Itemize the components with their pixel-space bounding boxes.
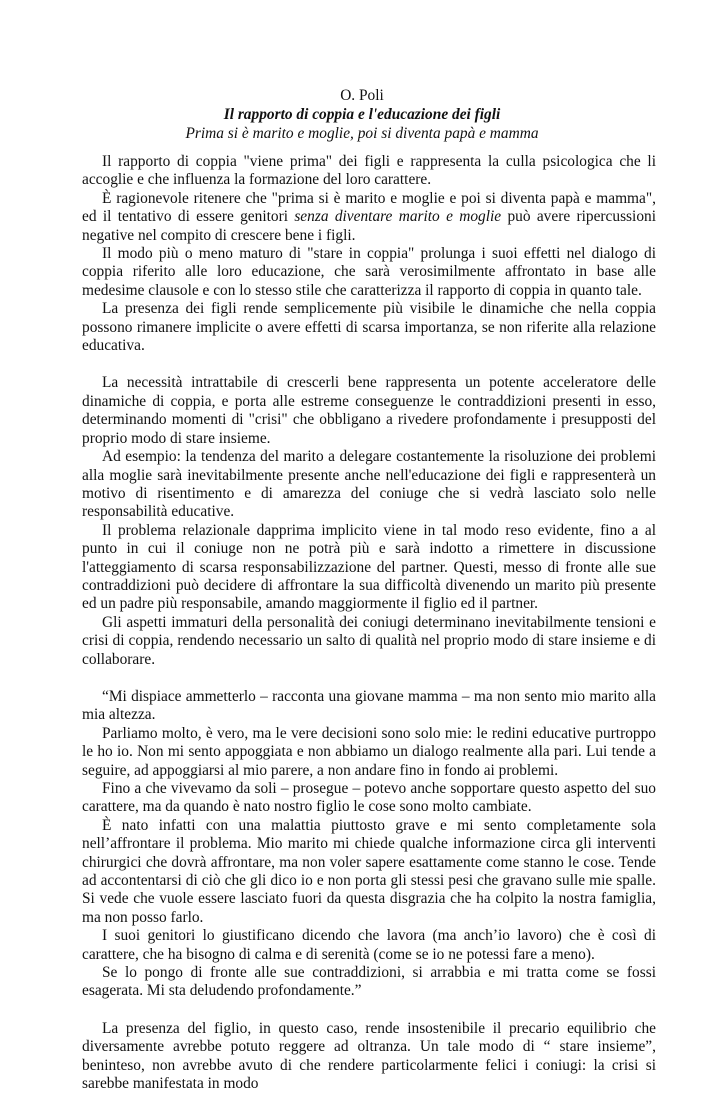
paragraph: La presenza dei figli rende semplicemente più visibile le dinamiche che nella coppia possono rimanere implicite o avere effetti di scarsa importanza, se non riferite alla relazione educativa. [82,300,656,355]
paragraph-text: può avere ripercussioni negative nel compito di crescere bene i figli. [82,208,656,244]
paragraph: La presenza del figlio, in questo caso, rende insostenibile il precario equilibrio che diversamente avrebbe potuto reggere ad oltranza. Un tale modo di “ stare insieme”, beninteso, non avrebbe avuto di che rendere particolarmente felici i coniugi: la crisi si sarebbe manifestata in modo [82,1019,656,1093]
quote-paragraph: “Mi dispiace ammetterlo – racconta una giovane mamma – ma non sento mio marito alla mia altezza. [82,687,656,724]
quote-paragraph: È nato infatti con una malattia piuttosto grave e mi sento completamente sola nell’affrontare il problema. Mio marito mi chiede qualche informazione circa gli interventi chirurgici che dovrà affrontare, ma non voler sapere esattamente come stanno le cose. Tende ad accontentarsi di ciò che gli dico io e non porta gli stessi pesi che gravano sulle mie spalle. Si vede che vuole essere lasciato fuori da questa disgrazia che ha colpito la nostra famiglia, ma non posso farlo. [82,816,656,926]
document-header [0,86,724,143]
quote-paragraph: Se lo pongo di fronte alle sue contraddizioni, si arrabbia e mi tratta come se fossi esagerata. Mi sta deludendo profondamente.” [82,964,656,1000]
author-name: O. Poli [340,87,384,104]
paragraph [82,190,656,245]
paragraph: Il problema relazionale dapprima implicito viene in tal modo reso evidente, fino a al punto in cui il coniuge non ne potrà più e sarà indotto a rimettere in discussione l'atteggiamento di scarsa responsabilizzazione del partner. Questi, messo di fronte alle sue contraddizioni può decidere di affrontare la sua difficoltà divenendo un marito più presente ed un padre più responsabile, amando maggiormente il figlio ed il partner. [82,521,656,613]
document-title: Il rapporto di coppia e l'educazione dei figli [223,106,501,123]
document-body [82,153,656,1094]
quote-paragraph: Fino a che vivevamo da soli – prosegue – potevo anche sopportare questo aspetto del suo carattere, ma da quando è nato nostro figlio le cose sono molto cambiate. [82,780,656,816]
paragraph-emphasis: senza diventare marito e moglie [294,208,502,226]
quote-paragraph: I suoi genitori lo giustificano dicendo che lavora (ma anch’io lavoro) che è così di carattere, che ha bisogno di calma e di serenità (come se io ne potessi fare a meno). [82,927,656,963]
document-subtitle: Prima si è marito e moglie, poi si diventa papà e mamma [185,125,539,142]
paragraph: Gli aspetti immaturi della personalità dei coniugi determinano inevitabilmente tensioni e crisi di coppia, rendendo necessario un salto di qualità nel proprio modo di stare insieme e di collaborare. [82,613,656,668]
paragraph: Ad esempio: la tendenza del marito a delegare costantemente la risoluzione dei problemi alla moglie sarà inevitabilmente presente anche nell'educazione dei figli e rappresenterà un motivo di risentimento e di amarezza del coniuge che si vedrà lasciato solo nelle responsabilità educative. [82,448,656,521]
paragraph: Il rapporto di coppia "viene prima" dei figli e rappresenta la culla psicologica che li accoglie e che influenza la formazione del loro carattere. [82,153,656,189]
paragraph: Il modo più o meno maturo di "stare in coppia" prolunga i suoi effetti nel dialogo di coppia riferito alle loro educazione, che sarà verosimilmente affrontato in base alle medesime clausole e con lo stesso stile che caratterizza il rapporto di coppia in quanto tale. [82,245,656,299]
paragraph: La necessità intrattabile di crescerli bene rappresenta un potente acceleratore delle dinamiche di coppia, e porta alle estreme conseguenze le contraddizioni presenti in esso, determinando momenti di "crisi" che obbligano a rivedere profondamente i presupposti del proprio modo di stare insieme. [82,374,656,447]
quote-paragraph: Parliamo molto, è vero, ma le vere decisioni sono solo mie: le redini educative purtroppo le ho io. Non mi sento appoggiata e non abbiamo un dialogo realmente alla pari. Lui tende a seguire, ad appoggiarsi al mio parere, a non andare fino in fondo ai problemi. [82,724,656,779]
paragraph-text: È ragionevole ritenere che "prima si è marito e moglie e poi si diventa papà e mamma", ed il tentativo di essere genitori [82,189,656,226]
